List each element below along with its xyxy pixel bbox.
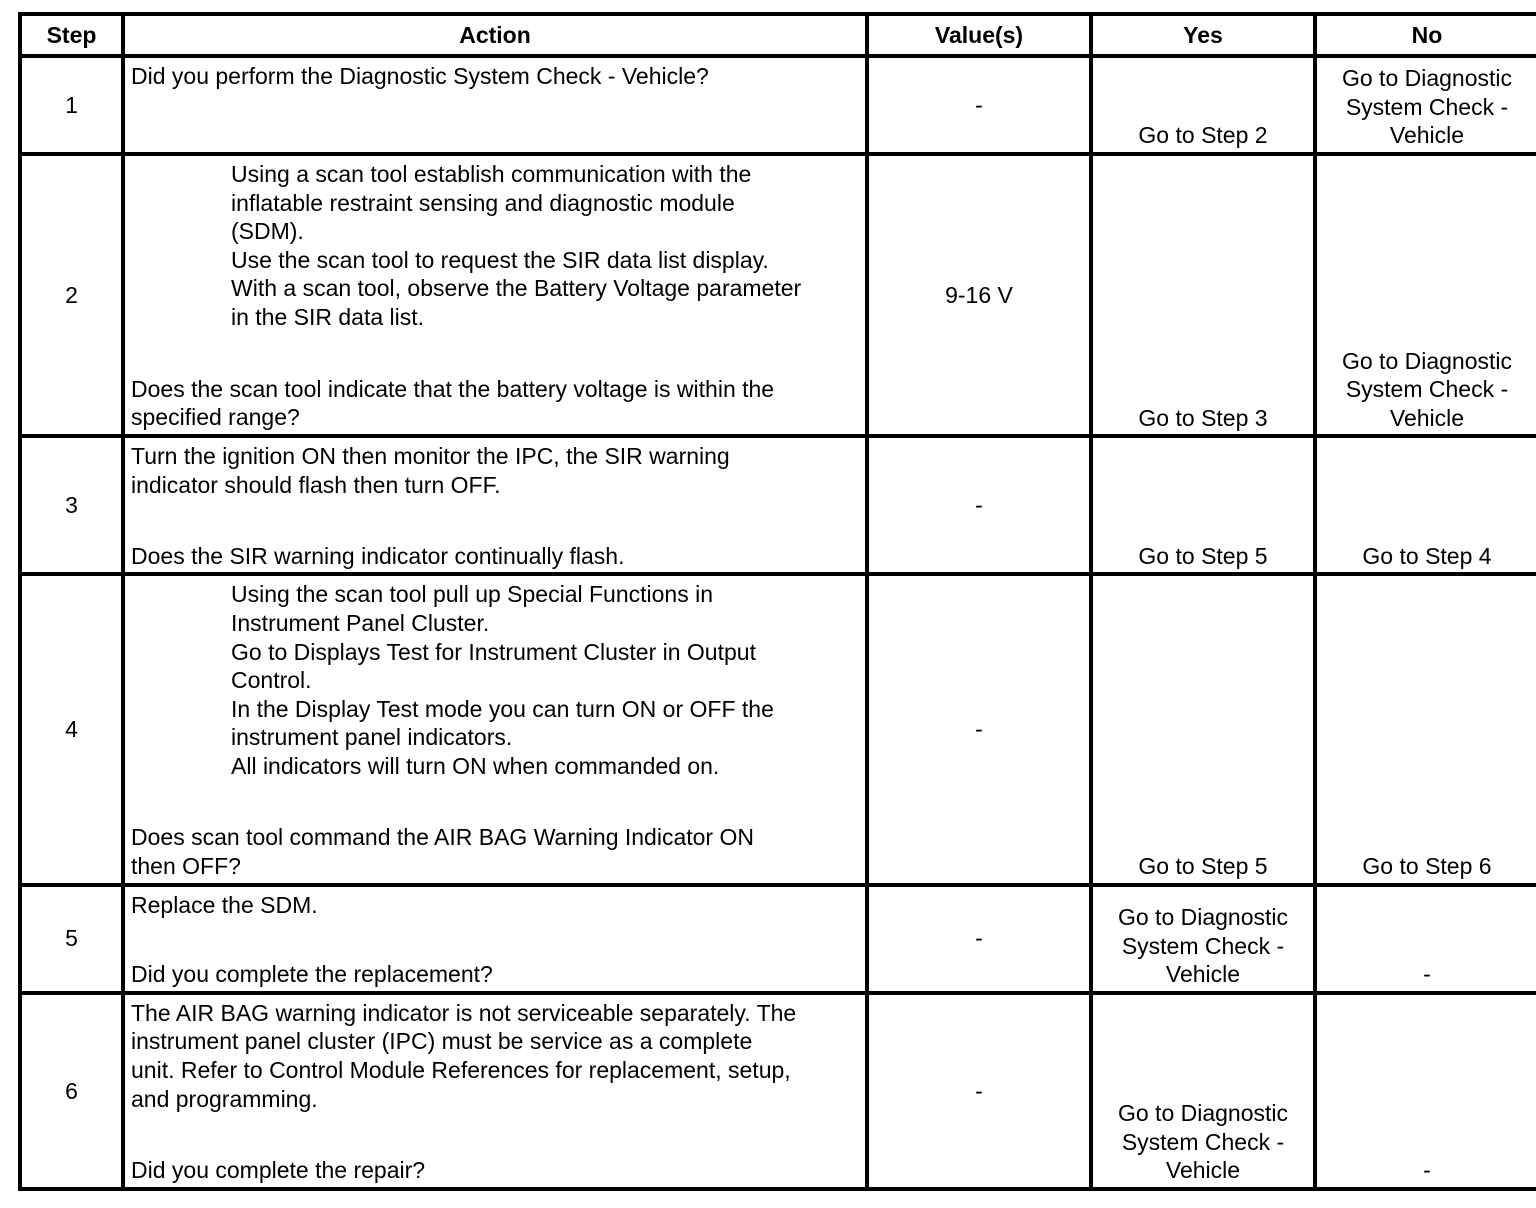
step-line: With a scan tool, observe the Battery Voltage parameter (231, 275, 802, 302)
action-cell (123, 574, 867, 884)
no-line: - (1423, 1157, 1431, 1184)
action-step-item (231, 160, 859, 246)
action-steps (131, 160, 859, 332)
step-line: in the SIR data list. (231, 304, 425, 331)
no-cell (1315, 436, 1536, 574)
value-cell: - (867, 56, 1091, 154)
value-cell: - (867, 885, 1091, 993)
step-line: instrument panel indicators. (231, 724, 513, 751)
header-values: Value(s) (867, 14, 1091, 56)
no-line: Go to Diagnostic (1341, 347, 1513, 374)
no-answer (1317, 995, 1536, 1187)
header-row (20, 14, 1536, 56)
step-number: 5 (20, 885, 123, 993)
no-cell (1315, 154, 1536, 436)
table-row (20, 993, 1536, 1189)
step-line: All indicators will turn ON when commanded on. (231, 752, 720, 779)
no-line: Go to Step 4 (1362, 542, 1492, 569)
value-cell: - (867, 993, 1091, 1189)
no-line: Vehicle (1389, 122, 1465, 149)
action-question (131, 823, 859, 880)
no-line: - (1423, 961, 1431, 988)
no-cell (1315, 993, 1536, 1189)
intro-line: Replace the SDM. (131, 891, 318, 918)
step-number: 1 (20, 56, 123, 154)
intro-line: Turn the ignition ON then monitor the IPC, the SIR warning (131, 443, 730, 470)
action-content (125, 156, 865, 434)
yes-cell (1091, 56, 1315, 154)
action-top (131, 891, 859, 920)
header-yes: Yes (1091, 14, 1315, 56)
no-answer (1317, 58, 1536, 152)
header-no: No (1315, 14, 1536, 56)
step-line: Go to Displays Test for Instrument Cluster in Output (231, 638, 756, 665)
intro-line: unit. Refer to Control Module References for replacement, setup, (131, 1056, 791, 1083)
table-row (20, 56, 1536, 154)
action-question (131, 960, 859, 989)
yes-line: Vehicle (1165, 1157, 1241, 1184)
table-row (20, 885, 1536, 993)
header-action: Action (123, 14, 867, 56)
no-line: System Check - (1345, 93, 1509, 120)
step-number: 6 (20, 993, 123, 1189)
action-cell (123, 154, 867, 436)
step-line: inflatable restraint sensing and diagnostic module (231, 189, 735, 216)
no-cell (1315, 56, 1536, 154)
action-question (131, 1156, 859, 1185)
step-line: Use the scan tool to request the SIR data list display. (231, 246, 769, 273)
step-number: 3 (20, 436, 123, 574)
question-line: Does the SIR warning indicator continually flash. (131, 542, 625, 569)
action-cell (123, 885, 867, 993)
action-question (131, 62, 859, 91)
intro-line: The AIR BAG warning indicator is not serviceable separately. The (131, 999, 797, 1026)
no-line: Go to Step 6 (1362, 853, 1492, 880)
no-line: Go to Diagnostic (1341, 65, 1513, 92)
step-line: Using a scan tool establish communication with the (231, 161, 752, 188)
no-answer (1317, 887, 1536, 991)
yes-line: Go to Step 5 (1138, 853, 1268, 880)
step-line: Control. (231, 667, 312, 694)
action-cell (123, 436, 867, 574)
intro-line: and programming. (131, 1085, 318, 1112)
action-step-item (231, 580, 859, 637)
yes-line: Go to Diagnostic (1117, 1100, 1289, 1127)
action-content (125, 576, 865, 882)
value-cell: 9-16 V (867, 154, 1091, 436)
yes-answer (1093, 438, 1313, 572)
intro-line: instrument panel cluster (IPC) must be service as a complete (131, 1028, 753, 1055)
no-line: Vehicle (1389, 404, 1465, 431)
yes-line: Go to Step 5 (1138, 542, 1268, 569)
table-row (20, 436, 1536, 574)
yes-line: System Check - (1121, 1128, 1285, 1155)
yes-line: Go to Diagnostic (1117, 904, 1289, 930)
diagnostic-table (18, 12, 1536, 1191)
yes-line: Go to Step 2 (1138, 122, 1268, 149)
action-top (131, 160, 859, 332)
step-line: Using the scan tool pull up Special Functions in (231, 581, 714, 608)
no-line: System Check - (1345, 376, 1509, 403)
question-line: Does scan tool command the AIR BAG Warning Indicator ON (131, 824, 754, 851)
value-cell: - (867, 574, 1091, 884)
yes-cell (1091, 436, 1315, 574)
value-cell: - (867, 436, 1091, 574)
action-cell (123, 993, 867, 1189)
question-line: then OFF? (131, 852, 241, 879)
action-question (131, 542, 859, 571)
step-line: Instrument Panel Cluster. (231, 610, 490, 637)
yes-line: Vehicle (1165, 961, 1241, 988)
table-row (20, 154, 1536, 436)
question-line: specified range? (131, 404, 300, 431)
yes-cell (1091, 154, 1315, 436)
action-content (125, 995, 865, 1187)
no-cell (1315, 885, 1536, 993)
step-line: (SDM). (231, 218, 304, 245)
question-line: Did you complete the repair? (131, 1157, 426, 1184)
no-cell (1315, 574, 1536, 884)
action-cell (123, 56, 867, 154)
yes-answer (1093, 887, 1313, 991)
action-step-item (231, 695, 859, 752)
yes-cell (1091, 574, 1315, 884)
intro-line: indicator should flash then turn OFF. (131, 471, 501, 498)
action-top (131, 999, 859, 1113)
table-row (20, 574, 1536, 884)
yes-cell (1091, 885, 1315, 993)
yes-answer (1093, 58, 1313, 152)
step-number: 4 (20, 574, 123, 884)
action-intro (131, 891, 859, 920)
action-question (131, 375, 859, 432)
action-step-item (231, 246, 859, 275)
action-content (125, 438, 865, 572)
question-line: Does the scan tool indicate that the battery voltage is within the (131, 375, 775, 402)
action-content (125, 887, 865, 991)
question-line: Did you perform the Diagnostic System Check - Vehicle? (131, 63, 709, 89)
yes-line: System Check - (1121, 932, 1285, 959)
yes-answer (1093, 156, 1313, 434)
action-content (125, 58, 865, 152)
action-top (131, 580, 859, 780)
no-answer (1317, 438, 1536, 572)
yes-answer (1093, 576, 1313, 882)
action-intro (131, 442, 859, 499)
action-step-item (231, 638, 859, 695)
yes-answer (1093, 995, 1313, 1187)
no-answer (1317, 576, 1536, 882)
no-answer (1317, 156, 1536, 434)
step-line: In the Display Test mode you can turn ON or OFF the (231, 695, 774, 722)
action-step-item (231, 274, 859, 331)
yes-cell (1091, 993, 1315, 1189)
action-intro (131, 999, 859, 1113)
step-number: 2 (20, 154, 123, 436)
question-line: Did you complete the replacement? (131, 961, 493, 988)
yes-line: Go to Step 3 (1138, 404, 1268, 431)
action-top (131, 442, 859, 499)
action-steps (131, 580, 859, 780)
action-step-item (231, 752, 859, 781)
header-step: Step (20, 14, 123, 56)
